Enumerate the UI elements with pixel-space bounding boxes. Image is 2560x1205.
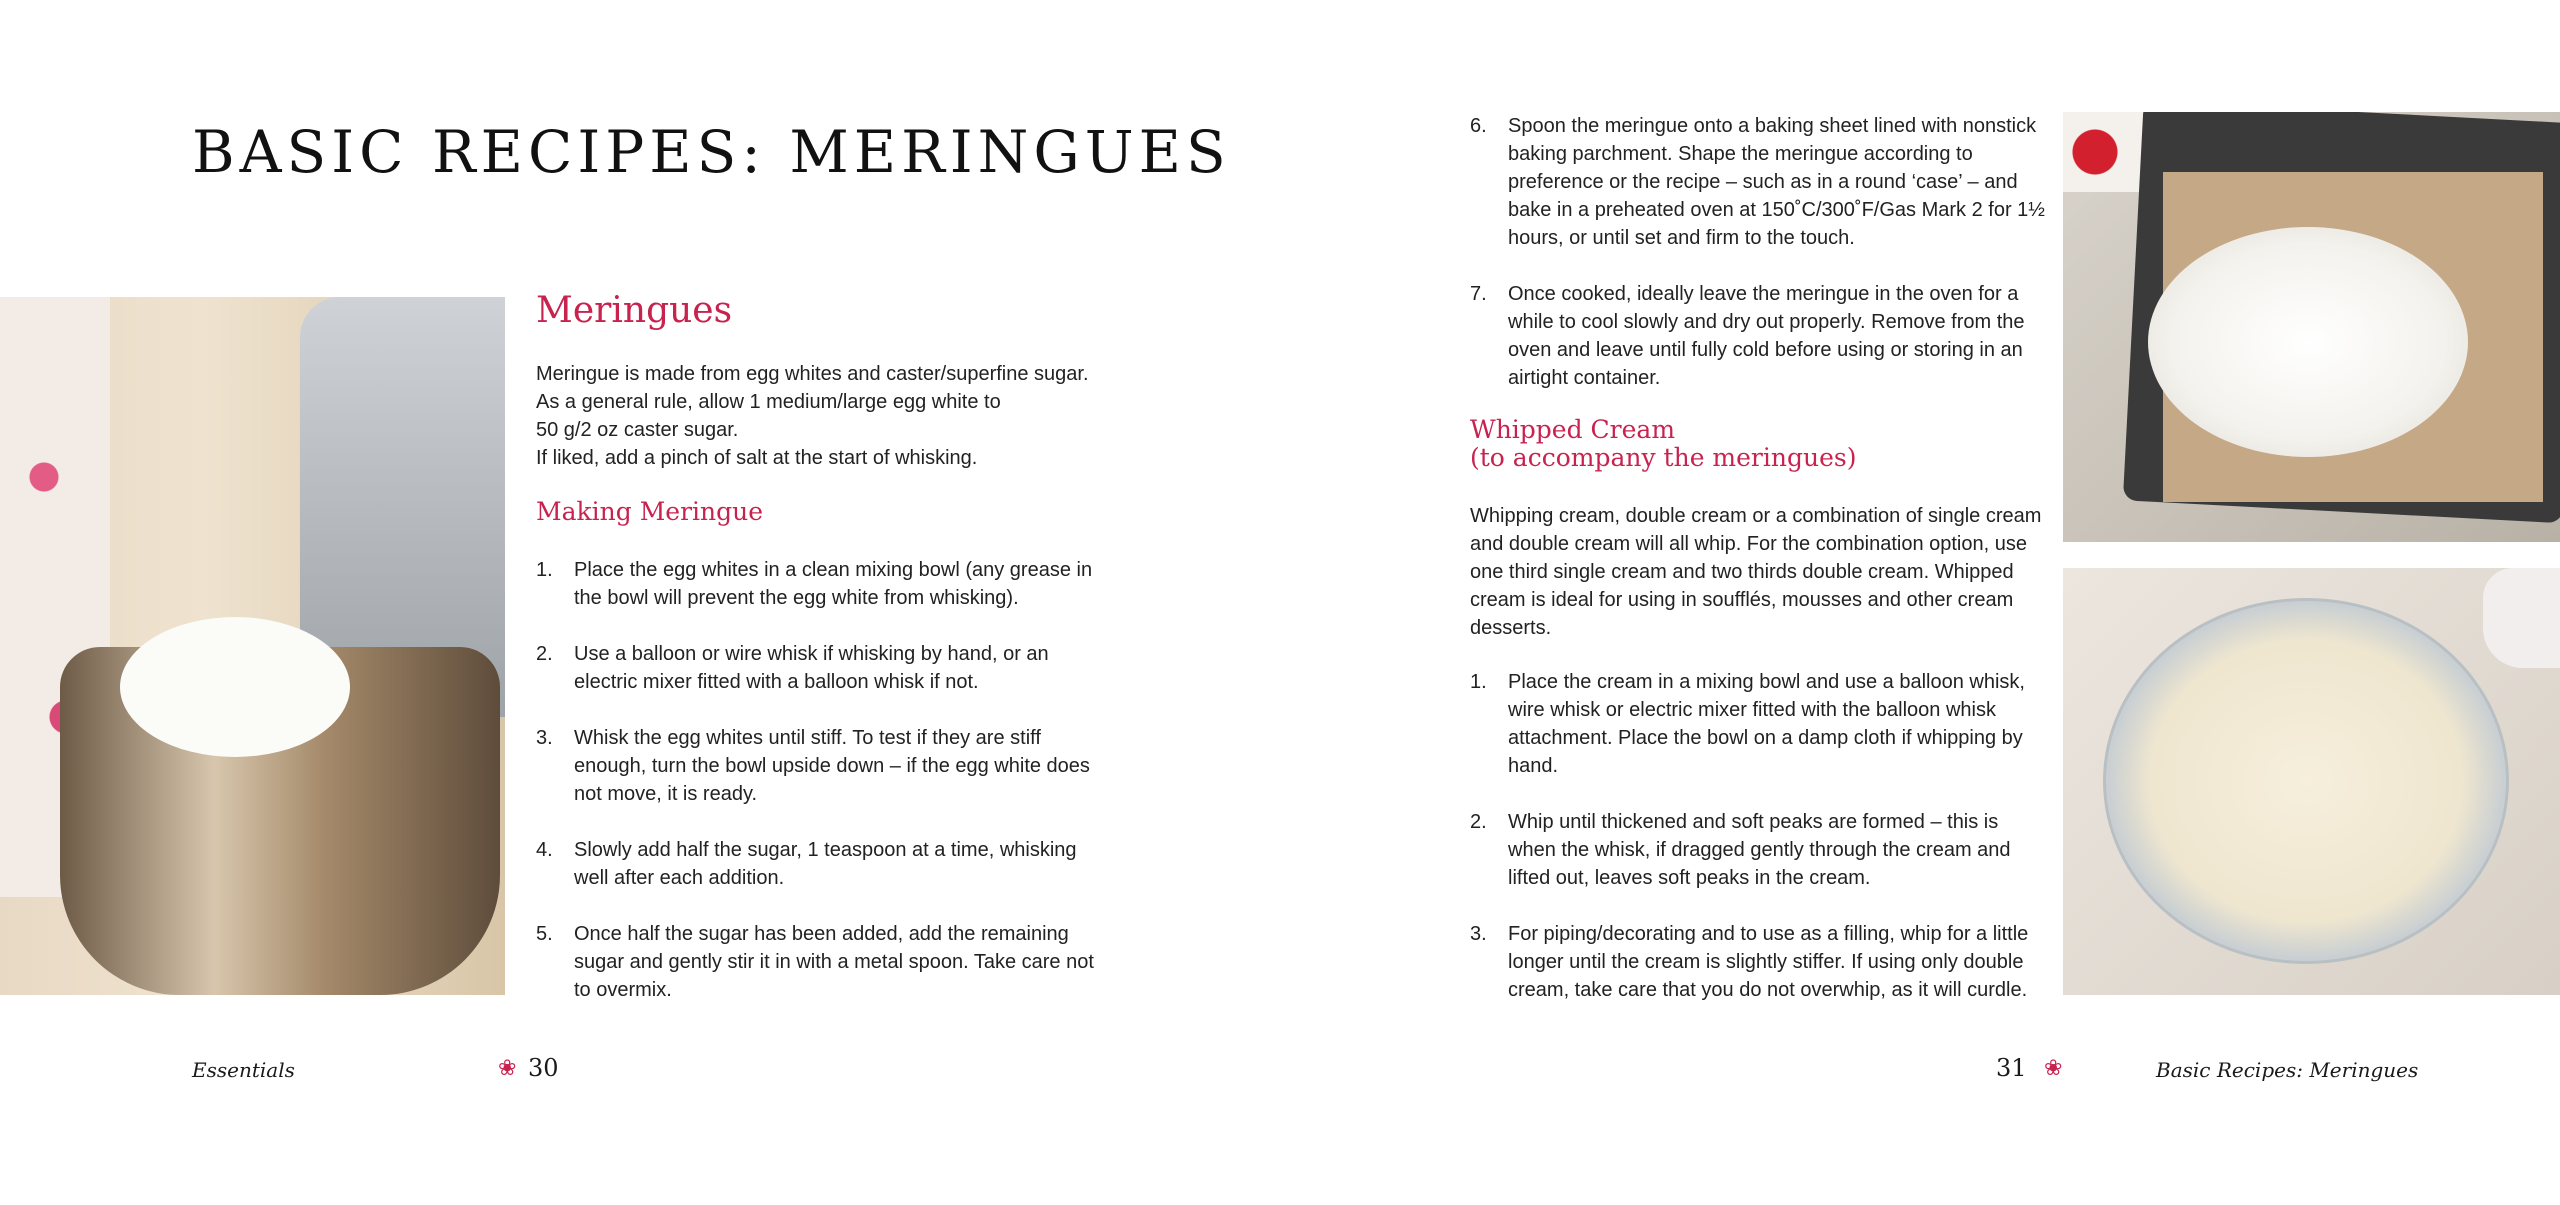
footer-section-left: Essentials — [192, 1058, 295, 1082]
intro-line: Meringue is made from egg whites and caster/superfine sugar. — [536, 363, 1089, 385]
whipped-cream-bowl-photo — [2063, 568, 2560, 995]
intro-line: As a general rule, allow 1 medium/large egg white to — [536, 391, 1001, 413]
subheading-making-meringue: Making Meringue — [536, 497, 764, 526]
step-number: 7. — [1470, 283, 1487, 305]
step-number: 1. — [536, 559, 553, 581]
list-item — [536, 920, 1096, 1004]
step-number: 4. — [536, 839, 553, 861]
step-text: Once half the sugar has been added, add the remaining sugar and gently stir it in with a metal spoon. Take care not to overmix. — [574, 923, 1094, 1001]
list-item — [536, 640, 1096, 696]
step-number: 2. — [536, 643, 553, 665]
whipped-cream-heading — [1470, 416, 1856, 472]
list-item — [536, 724, 1096, 808]
page-number-right: 31 — [1996, 1054, 2027, 1082]
list-item — [536, 556, 1096, 612]
step-text: Whisk the egg whites until stiff. To test if they are stiff enough, turn the bowl upside down – if the egg white does not move, it is ready. — [574, 727, 1090, 805]
step-text: Place the cream in a mixing bowl and use a balloon whisk, wire whisk or electric mixer fitted with the balloon whisk attachment. Place the bowl on a damp cloth if whipping by hand. — [1508, 671, 2025, 777]
step-text: Use a balloon or wire whisk if whisking by hand, or an electric mixer fitted with a balloon whisk if not. — [574, 643, 1049, 693]
list-item — [1470, 668, 2050, 780]
intro-text — [536, 360, 1096, 472]
step-number: 6. — [1470, 115, 1487, 137]
step-text: Once cooked, ideally leave the meringue in the oven for a while to cool slowly and dry out properly. Remove from the oven and leave until fully cold before using or storing in an airtight container. — [1508, 283, 2025, 389]
list-item — [1470, 280, 2050, 392]
intro-line: If liked, add a pinch of salt at the start of whisking. — [536, 447, 978, 469]
list-item — [536, 836, 1096, 892]
step-text: Slowly add half the sugar, 1 teaspoon at a time, whisking well after each addition. — [574, 839, 1077, 889]
list-item — [1470, 920, 2050, 1004]
step-text: Whip until thickened and soft peaks are formed – this is when the whisk, if dragged gently through the cream and lifted out, leaves soft peaks in the cream. — [1508, 811, 2011, 889]
meringue-steps-continued — [1470, 112, 2050, 420]
step-number: 2. — [1470, 811, 1487, 833]
meringue-steps-list — [536, 556, 1096, 1032]
step-number: 3. — [536, 727, 553, 749]
section-heading-meringues: Meringues — [536, 290, 733, 331]
cream-intro: Whipping cream, double cream or a combination of single cream and double cream will all whip. For the combination option, use one third single cream and two thirds double cream. Whipped cream is ideal for using in soufflés, mousses and other cream desserts. — [1470, 505, 2042, 639]
step-text: Spoon the meringue onto a baking sheet lined with nonstick baking parchment. Shape the meringue according to preference or the recipe – such as in a round ‘case’ – and bake in a preheated oven at 150˚C/300˚F/Gas Mark 2 for 1½ hours, or until set and firm to the touch. — [1508, 115, 2045, 249]
list-item — [1470, 112, 2050, 252]
step-text: Place the egg whites in a clean mixing bowl (any grease in the bowl will prevent the egg white from whisking). — [574, 559, 1093, 609]
step-number: 3. — [1470, 923, 1487, 945]
heading-line: (to accompany the meringues) — [1470, 443, 1857, 472]
footer-section-right: Basic Recipes: Meringues — [2156, 1058, 2419, 1082]
step-number: 5. — [536, 923, 553, 945]
step-number: 1. — [1470, 671, 1487, 693]
page-number-left: 30 — [528, 1054, 559, 1082]
cream-steps-list — [1470, 668, 2050, 1032]
swirl-ornament-icon: ❀ — [498, 1055, 517, 1080]
heading-line: Whipped Cream — [1470, 415, 1676, 444]
list-item — [1470, 808, 2050, 892]
meringue-on-tray-photo — [2063, 112, 2560, 542]
intro-line: 50 g/2 oz caster sugar. — [536, 419, 739, 441]
swirl-ornament-icon: ❀ — [2044, 1055, 2063, 1080]
step-text: For piping/decorating and to use as a filling, whip for a little longer until the cream is slightly stiffer. If using only double cream, take care that you do not overwhip, as it will curdle. — [1508, 923, 2029, 1001]
stand-mixer-photo — [0, 297, 505, 995]
page-title: BASIC RECIPES: MERINGUES — [192, 118, 1231, 186]
